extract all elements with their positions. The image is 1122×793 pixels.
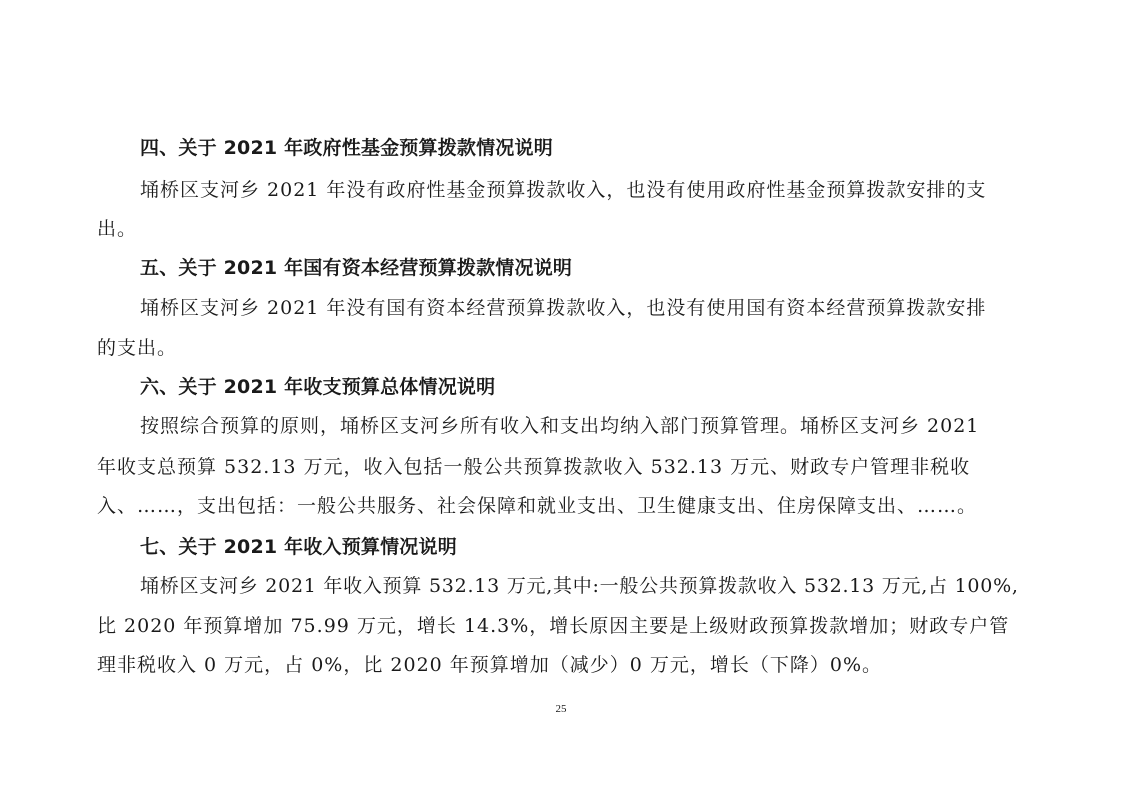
section-7-line-1: 埇桥区支河乡 2021 年收入预算 532.13 万元,其中:一般公共预算拨款收入 532.13 万元,占 100%,: [140, 575, 1019, 597]
section-6-heading: 六、关于 2021 年收支预算总体情况说明: [140, 376, 496, 398]
section-7-line-2: 比 2020 年预算增加 75.99 万元，增长 14.3%，增长原因主要是上级财政预算拨款增加；财政专户管: [97, 615, 1010, 637]
section-7-line-3: 理非税收入 0 万元，占 0%，比 2020 年预算增加（减少）0 万元，增长（下降）0%。: [97, 654, 883, 676]
section-6-line-2: 年收支总预算 532.13 万元，收入包括一般公共预算拨款收入 532.13 万元、财政专户管理非税收: [97, 456, 971, 478]
section-7-heading: 七、关于 2021 年收入预算情况说明: [140, 536, 457, 558]
page-number: 25: [555, 703, 567, 715]
section-6-line-1: 按照综合预算的原则，埇桥区支河乡所有收入和支出均纳入部门预算管理。埇桥区支河乡 2021: [140, 415, 980, 437]
section-5-line-1: 埇桥区支河乡 2021 年没有国有资本经营预算拨款收入，也没有使用国有资本经营预算拨款安排: [140, 297, 987, 319]
section-6-line-3: 入、……，支出包括：一般公共服务、社会保障和就业支出、卫生健康支出、住房保障支出、……。: [97, 495, 978, 517]
section-5-heading: 五、关于 2021 年国有资本经营预算拨款情况说明: [140, 257, 573, 279]
section-4-heading: 四、关于 2021 年政府性基金预算拨款情况说明: [140, 137, 553, 159]
section-4-line-2: 出。: [97, 218, 138, 240]
section-5-line-2: 的支出。: [97, 337, 178, 359]
section-4-line-1: 埇桥区支河乡 2021 年没有政府性基金预算拨款收入，也没有使用政府性基金预算拨款安排的支: [140, 179, 987, 201]
